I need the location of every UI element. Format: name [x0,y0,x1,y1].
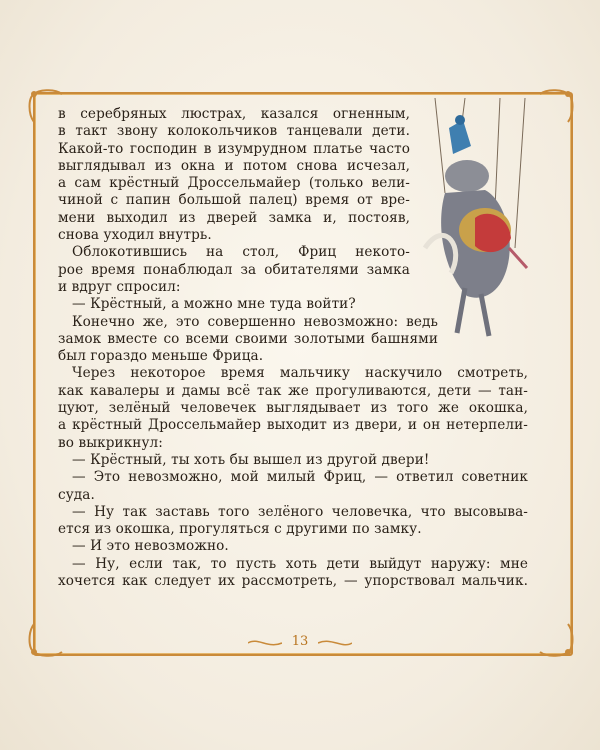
text-line: Через некоторое время мальчику наскучило смотреть, [72,365,528,382]
text-line: выглядывал из окна и потом снова исчезал, [58,157,410,174]
text-line: а сам крёстный Дроссельмайер (только вели- [58,175,410,192]
story-text [58,106,528,590]
text-line: в такт звону колокольчиков танцевали дети. [58,123,410,140]
text-line: цуют, зелёный человечек выглядывает из того же окошка, [58,400,528,417]
text-line: снова уходил внутрь. [58,227,212,244]
text-line: — Ну так заставь того зелёного человечка, что высовыва- [72,503,528,520]
text-line: замок вместе со всеми своими золотыми башнями [58,330,438,347]
text-line: — Крёстный, ты хоть бы вышел из другой двери! [72,451,430,468]
text-line: Какой-то господин в изумрудном платье часто [58,140,410,157]
text-line: и вдруг спросил: [58,278,181,295]
text-line: ется из окошка, прогуляться с другими по замку. [58,521,422,538]
text-line: — Ну, если так, то пусть хоть дети выйдут наружу: мне [72,555,528,572]
text-line: мени выходил из дверей замка и, постояв, [58,209,410,226]
text-line: чиной с папин большой палец) время от вре- [58,192,410,209]
text-line: Облокотившись на стол, Фриц некото- [72,244,410,261]
text-line: — И это невозможно. [72,538,229,555]
page-number: 13 [291,634,309,649]
text-line: Конечно же, это совершенно невозможно: ведь [72,313,438,330]
text-line: во выкрикнул: [58,434,163,451]
text-line: хочется как следует их рассмотреть, — упорствовал мальчик. [58,573,528,590]
text-line: как кавалеры и дамы всё так же прогуливаются, дети — тан- [58,382,528,399]
page-number-ornament-right [318,637,352,649]
text-line: в серебряных люстрах, казался огненным, [58,106,410,122]
text-line: — Это невозможно, мой милый Фриц, — ответил советник [72,469,528,486]
text-line: рое время понаблюдал за обитателями замка [58,261,410,278]
text-line: был гораздо меньше Фрица. [58,348,264,365]
text-line: а крёстный Дроссельмайер выходит из двери, и он нетерпели- [58,417,528,434]
text-line: — Крёстный, а можно мне туда войти? [72,296,356,313]
text-line: суда. [58,486,95,503]
